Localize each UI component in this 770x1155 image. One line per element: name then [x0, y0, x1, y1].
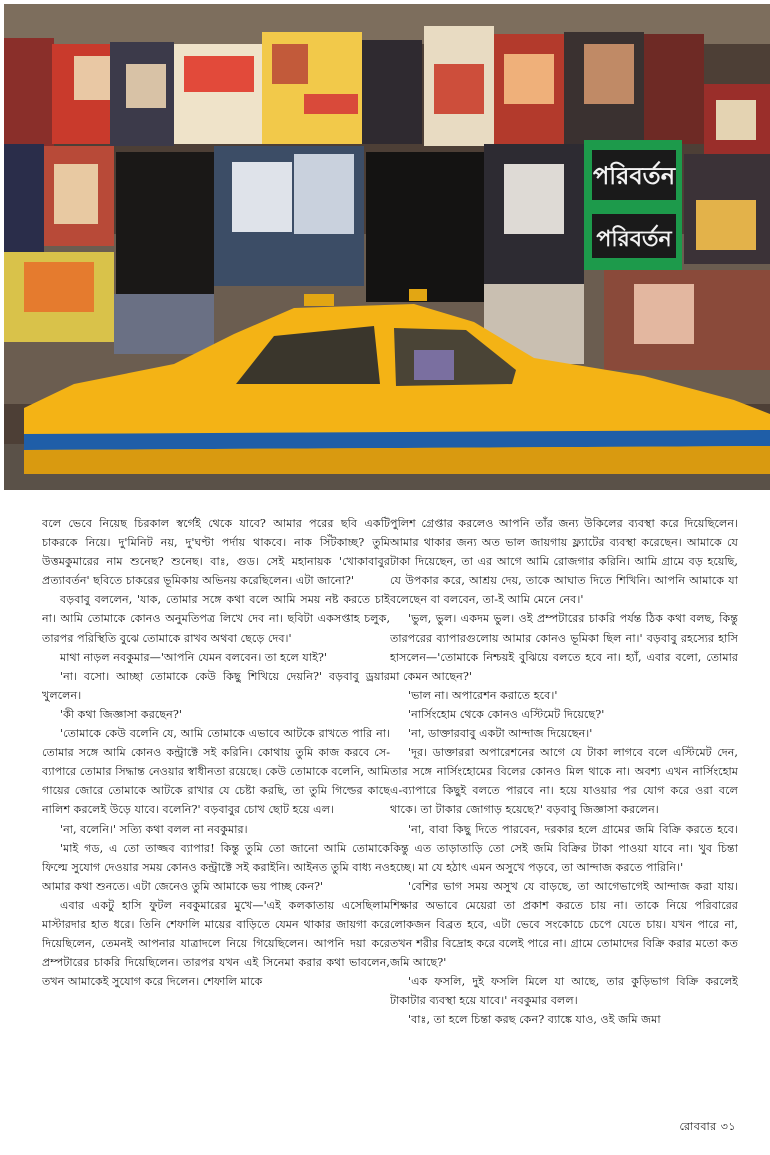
paragraph: 'তোমাকে কেউ বলেনি যে, আমি তোমাকে এভাবে আটকে রাখতে পারি না। তোমার সঙ্গে আমি কোনও কন্ট্রাক্টে সই করিনি। কোথায় তুমি কাজ করবে সে-ব্যাপারে তোমার সিদ্ধান্ত নেওয়ার স্বাধীনতা রয়েছে। কেউ তোমাকে বলেনি, আমি গায়ের জোরে তোমাকে আটকে রাখার যে চেষ্টা করছি, তা তুমি গিল্ডের কাছে নালিশ করলেই উড়ে যাবে। বলেনি?' বড়বাবুর চোখ ছোট হয়ে এল। [42, 727, 390, 817]
taxi-poster-wall-photo [4, 4, 770, 490]
article-column-left [42, 514, 390, 1092]
paragraph: 'ভুল, ভুল। একদম ভুল। ওই প্রম্পটারের চাকরি পর্যন্ত ঠিক কথা বলছ, কিন্তু তারপরের ব্যাপারগুলোয় আমার কোনও ভূমিকা ছিল না।' বড়বাবু রহস্যের হাসি হাসলেন—'তোমাকে নিশ্চয়ই বুঝিয়ে বলতে হবে না। হ্যাঁ, এবার বলো, তোমার মা কেমন আছেন?' [390, 612, 738, 683]
paragraph: 'এক ফসলি, দুই ফসলি মিলে যা আছে, তার কুড়িভাগ বিক্রি করলেই টাকাটার ব্যবস্থা হয়ে যাবে।' নবকুমার বলল। [390, 975, 738, 1008]
paragraph: 'না। বসো। আচ্ছা তোমাকে কেউ কিছু শিখিয়ে দেয়নি?' বড়বাবু ড্রয়ার খুললেন। [42, 669, 390, 702]
paragraph: 'নার্সিংহোম থেকে কোনও এস্টিমেট দিয়েছে?' [408, 707, 605, 721]
paragraph: 'কী কথা জিজ্ঞাসা করছেন?' [60, 707, 182, 721]
paragraph: 'বেশির ভাগ সময় অসুখ যে বাড়ছে, তা আগেভাগেই আন্দাজ করা যায়। শিক্ষার অভাবে মেয়েরা তা প্রকাশ করতে চায় না। তাকে নিয়ে পরিবারের লোকজন বিব্রত হবে, এটা ভেবে সংকোচে চেপে যেতে চায়। যখন পারে না, তখন শরীর বিদ্রোহ করে বলেই পারে না। গ্রামে তোমাদের বিক্রি করার মতো কত জমি আছে?' [390, 879, 738, 970]
paragraph: বড়বাবু বললেন, 'যাক, তোমার সঙ্গে কথা বলে আমি সময় নষ্ট করতে চাই না। আমি তোমাকে কোনও অনুমতিপত্র লিখে দেব না। ছবিটা একসপ্তাহ চলুক, তারপর পরিস্থিতি বুঝে তোমাকে রাখব অথবা ছেড়ে দেব।' [42, 593, 390, 645]
paragraph: 'না, ডাক্তারবাবু একটা আন্দাজ দিয়েছেন।' [408, 727, 593, 741]
paragraph: পুলিশ গ্রেপ্তার করলেও আপনি তাঁর জন্য উকিলের ব্যবস্থা করে দিয়েছিলেন। আমার থাকার জন্য অত ভাল জায়গায় ফ্ল্যাটের ব্যবস্থা করেছেন। আমাকে যে টাকা দিয়েছেন, তা এর আগে আমি রোজগার করিনি। আমি গ্রামে বড় হয়েছি, যে উপকার করে, আশ্রয় দেয়, তাকে আঘাত দিতে শিখিনি। আপনি আমাকে যা বলেছেন বা বলবেন, তা-ই আমি মেনে নেব।' [390, 517, 738, 607]
article-column-right [390, 514, 738, 1092]
paragraph: 'না, বলেনি।' সত্যি কথা বলল না নবকুমার। [60, 822, 248, 836]
page-folio: রোববার ৩১ [679, 1120, 736, 1133]
paragraph: বলে ভেবে নিয়েছ চিরকাল স্বর্গেই থেকে যাবে? আমার পরের ছবি একটি চাকরকে নিয়ে। দু'মিনিট নয়, দু'ঘণ্টা পর্দায় থাকবে। নাক সিঁটকাচ্ছ? তুমি উত্তমকুমারের নাম শুনেছ? শুনেছ। বাঃ, গুড। সেই মহানায়ক 'খোকাবাবুর প্রত্যাবর্তন' ছবিতে চাকরের ভূমিকায় অভিনয় করেছিলেন। এটা জানো?' [42, 517, 390, 588]
paragraph: 'মাই গড, এ তো তাজ্জব ব্যাপার! কিন্তু তুমি তো জানো আমি তোমাকে ফিল্মে সুযোগ দেওয়ার সময় কোনও কন্ট্রাক্টে সই করাইনি। আইনত তুমি বাধ্য নও আমার কথা শুনতে। এটা জেনেও তুমি আমাকে ভয় পাচ্ছ কেন?' [42, 841, 390, 893]
paragraph: এবার একটু হাসি ফুটল নবকুমারের মুখে—'এই কলকাতায় এসেছিলাম মাস্টারদার হাত ধরে। তিনি শেফালি মায়ের বাড়িতে যেমন থাকার জায়গা করে দিয়েছিলেন, তেমনই আপনার যাত্রাদলে নিয়ে গিয়েছিলেন। আপনি দয়া করে প্রম্পটারের চাকরি দিয়েছিলেন। তারপর যখন এই সিনেমা করার কথা ভাবলেন, তখন আমাকেই সুযোগ করে দিলেন। শেফালি মাকে [42, 898, 390, 989]
paragraph: 'ভাল না। অপারেশন করাতে হবে।' [408, 688, 558, 702]
paragraph: 'বাঃ, তা হলে চিন্তা করছ কেন? ব্যাঙ্কে যাও, ওই জমি জমা [408, 1013, 661, 1027]
poster-text-2: পরিবর্তন [596, 227, 672, 252]
poster-text-1: পরিবর্তন [592, 162, 676, 190]
paragraph: 'দূর। ডাক্তাররা অপারেশনের আগে যে টাকা লাগবে বলে এস্টিমেট দেন, তার সঙ্গে নার্সিংহোমের বিলের কোনও মিল থাকে না। অবশ্য এখন নার্সিংহোম এ-ব্যাপারে কিছুই বলতে পারবে না। হয়ে যাওয়ার পর যোগ করে ওরা বলে থাকে। তা টাকার জোগাড় হয়েছে?' বড়বাবু জিজ্ঞাসা করলেন। [390, 746, 738, 817]
paragraph: মাথা নাড়ল নবকুমার—'আপনি যেমন বলবেন। তা হলে যাই?' [60, 650, 327, 664]
paragraph: 'না, বাবা কিছু দিতে পারবেন, দরকার হলে গ্রামের জমি বিক্রি করতে হবে। কিন্তু এত তাড়াতাড়ি তো সেই জমি বিক্রির টাকা পাওয়া যাবে না। খুব চিন্তা হচ্ছে। মা যে হঠাৎ এমন অসুখে পড়বে, তা আন্দাজ করতে পারিনি।' [390, 822, 738, 874]
photo-illustration [4, 4, 770, 490]
